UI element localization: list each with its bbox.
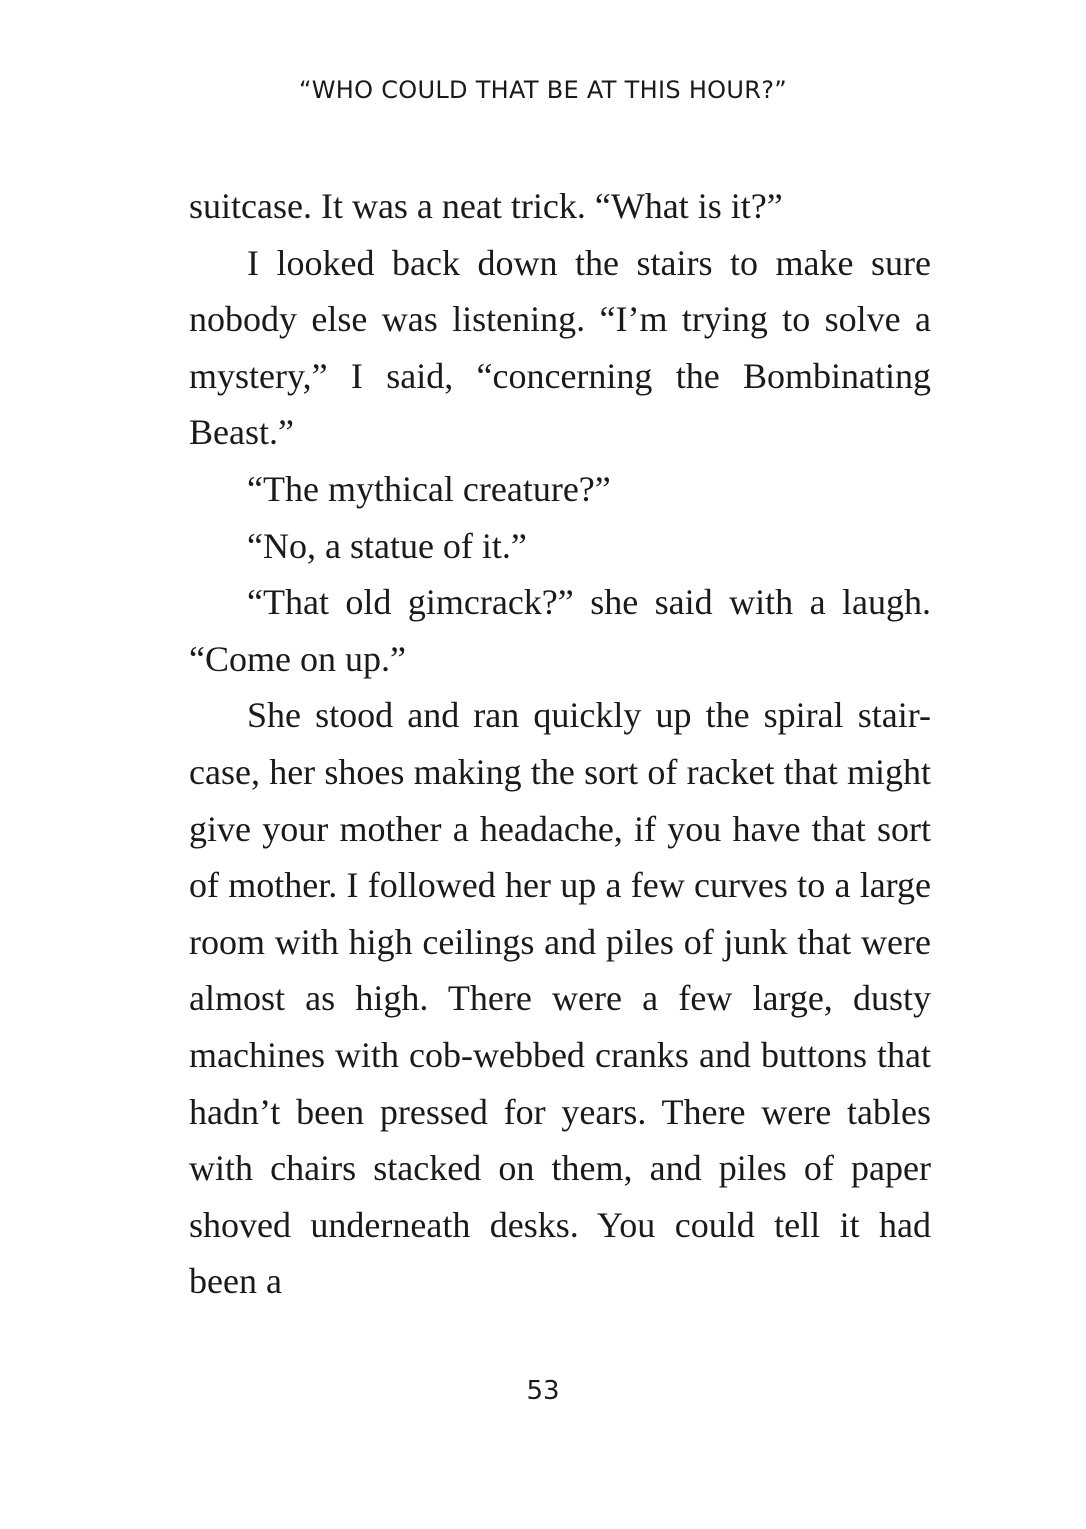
paragraph-5: “That old gimcrack?” she said with a laugh. “Come on up.”	[189, 582, 931, 679]
paragraph-6: She stood and ran quickly up the spiral stair-case, her shoes making the sort of racket that might give your mother a headache, if you have that sort of mother. I followed her up a few curves to a large room with high ceilings and piles of junk that were almost as high. There were a few large, dusty machines with cob-webbed cranks and buttons that hadn’t been pressed for years. There were tables with chairs stacked on them, and piles of paper shoved underneath desks. You could tell it had been a	[189, 695, 931, 1302]
paragraph-4: “No, a statue of it.”	[247, 525, 527, 566]
paragraph-3: “The mythical creature?”	[247, 468, 611, 509]
paragraph-2: I looked back down the stairs to make sure nobody else was listening. “I’m trying to solve a mystery,” I said, “concerning the Bombinating Beast.”	[189, 242, 931, 453]
page-number: 53	[526, 1376, 560, 1406]
running-head: “WHO COULD THAT BE AT THIS HOUR?”	[299, 76, 787, 104]
body-text	[189, 178, 931, 1310]
paragraph-1: suitcase. It was a neat trick. “What is it?”	[189, 186, 783, 226]
